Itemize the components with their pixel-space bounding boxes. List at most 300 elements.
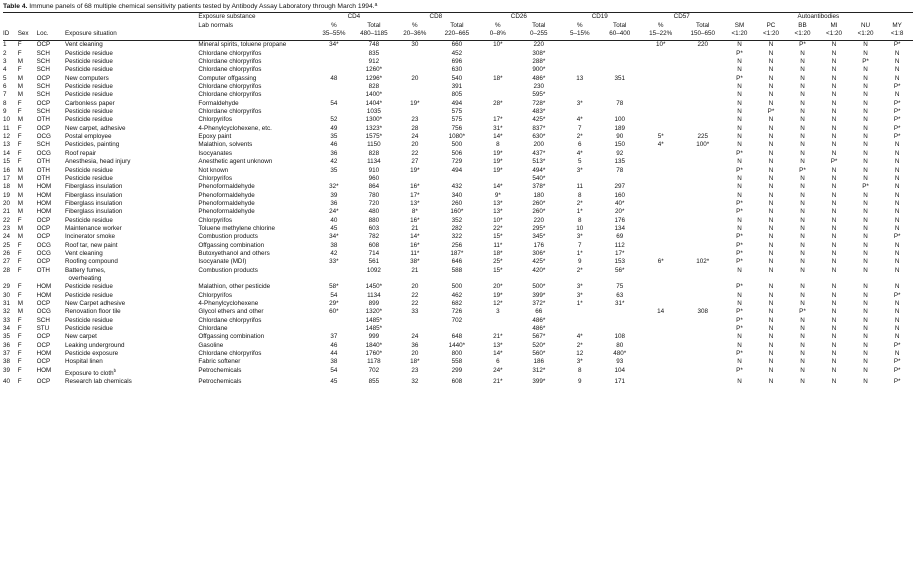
mi-cell: N xyxy=(831,183,837,191)
nu-cell: N xyxy=(863,316,868,324)
table-row xyxy=(3,283,913,291)
mi-cell: N xyxy=(831,174,837,182)
my-cell: P* xyxy=(893,124,901,132)
sex-cell: F xyxy=(17,258,22,266)
cd26-total-cell: 399* xyxy=(532,291,546,299)
exposure-substance-cell: Chlorpyrifos xyxy=(198,116,232,124)
cd8-total-cell: 682 xyxy=(451,300,463,307)
cd26-total-cell: 486* xyxy=(532,74,546,82)
cd57-percent-cell xyxy=(640,300,682,308)
id-cell: 28 xyxy=(3,266,11,274)
pc-cell: N xyxy=(768,83,774,91)
cd19-total-cell xyxy=(600,41,640,50)
cd4-header: CD4 xyxy=(314,13,394,23)
table-row xyxy=(3,250,913,258)
sm-cell: P* xyxy=(736,233,743,241)
exposure-substance-cell: Anesthetic agent unknown xyxy=(198,158,273,166)
cd57-total-cell xyxy=(682,250,724,258)
sm-cell: P* xyxy=(736,283,743,291)
cd4-total-cell: 1134 xyxy=(367,291,381,299)
bb-cell: N xyxy=(800,266,805,274)
cd26-percent-cell: 11* xyxy=(493,241,503,249)
normal-range: <1:20 xyxy=(724,30,756,41)
cd19-percent-cell: 3* xyxy=(576,358,583,366)
exposure-substance-cell: Toluene methylene chlorine xyxy=(198,224,276,232)
id-cell: 11 xyxy=(3,124,10,132)
id-cell: 10 xyxy=(3,116,11,124)
cd26-percent-cell: 15* xyxy=(493,233,503,241)
cd8-percent-cell: 28 xyxy=(411,124,419,132)
cd8-total-cell: 322 xyxy=(451,233,463,241)
cd4-total-cell: 1320* xyxy=(365,308,383,316)
cd26-percent-cell: 13* xyxy=(493,208,503,216)
cd4-percent-cell: 58* xyxy=(329,283,339,291)
cd57-percent-cell: 10* xyxy=(655,41,666,49)
cd26-total-cell: 437* xyxy=(532,149,546,157)
normal-range: 15–22% xyxy=(640,30,682,41)
cd4-total-cell: 1400* xyxy=(365,91,383,99)
cd26-percent-cell: 19* xyxy=(493,158,503,166)
bb-cell: N xyxy=(800,224,805,232)
cd4-total-cell: 480 xyxy=(368,208,380,216)
exposure-situation-cell: Fiberglass insulation xyxy=(64,183,123,191)
header-row-columns xyxy=(3,30,913,41)
cd4-percent-cell: 29* xyxy=(329,300,339,307)
location-cell: OCP xyxy=(36,216,51,224)
cd8-total-cell: 494 xyxy=(451,166,463,174)
cd4-percent-cell: 38 xyxy=(330,358,338,366)
sex-cell: F xyxy=(17,141,22,149)
normal-range: <1:20 xyxy=(787,30,819,41)
cd8-total-cell: 696 xyxy=(451,58,463,66)
cd26-total-cell: 200 xyxy=(533,141,545,149)
cd4-total-cell: 1404* xyxy=(365,99,383,107)
sex-cell: M xyxy=(17,300,23,307)
mi-cell: N xyxy=(831,216,837,224)
cd26-total-cell: 288* xyxy=(532,58,546,66)
mi-cell: N xyxy=(831,378,837,386)
mi-cell: N xyxy=(831,333,837,341)
sm-cell: N xyxy=(737,141,742,149)
my-cell: P* xyxy=(893,291,901,299)
sm-cell: N xyxy=(737,133,742,141)
cd26-total-cell: 230 xyxy=(533,83,545,91)
sm-cell: P* xyxy=(736,258,743,266)
cd26-total-cell: 425* xyxy=(532,258,546,266)
cd57-total-cell xyxy=(682,217,724,225)
cd26-percent-cell: 21* xyxy=(493,333,503,341)
exposure-substance-cell: Chlorpyrifos xyxy=(198,291,232,299)
cd19-total-cell: 80 xyxy=(616,341,624,349)
cd26-percent-cell: 15* xyxy=(493,266,503,274)
cd8-percent-cell xyxy=(394,50,436,58)
nu-cell: N xyxy=(863,108,868,116)
cd19-total-cell: 90 xyxy=(616,133,624,141)
cd26-total-cell: 66 xyxy=(535,308,543,316)
location-cell: OCP xyxy=(36,333,51,341)
cd26-total-cell: 260* xyxy=(532,199,546,207)
cd4-percent-cell: 54 xyxy=(330,366,338,374)
cd26-total-cell: 186 xyxy=(533,358,545,366)
nu-cell: N xyxy=(863,333,868,341)
cd26-percent-cell: 21* xyxy=(493,378,503,386)
sex-cell: F xyxy=(17,66,22,74)
table-row xyxy=(3,50,913,58)
bb-cell: N xyxy=(800,83,805,91)
exposure-substance-cell: Butoxyethanol and others xyxy=(198,249,270,257)
mi-cell: N xyxy=(831,350,837,358)
cd4-percent-cell: 54 xyxy=(330,291,338,299)
cd19-total-cell: 20* xyxy=(614,208,625,216)
cd8-percent-cell: 23 xyxy=(411,366,419,374)
cd57-percent-cell xyxy=(640,150,682,158)
exposure-situation-cell: Pesticide residue xyxy=(64,216,113,224)
cd57-percent-cell xyxy=(640,367,682,378)
bb-cell: N xyxy=(800,91,805,99)
exposure-situation-cell: Incinerator smoke xyxy=(64,233,116,241)
sm-cell: N xyxy=(737,91,742,99)
cd26-total-cell: 837* xyxy=(532,124,546,132)
cd26-percent-cell: 19* xyxy=(493,149,503,157)
mi-cell: N xyxy=(831,99,837,107)
cd8-percent-cell: 23 xyxy=(411,116,419,124)
pc-cell: N xyxy=(768,149,774,157)
nu-cell: N xyxy=(863,83,868,91)
cd19-total-cell: 78 xyxy=(616,166,624,174)
id-cell: 26 xyxy=(3,249,11,257)
cd26-percent-cell: 12* xyxy=(493,300,503,307)
cd8-percent-cell: 20 xyxy=(411,350,419,358)
cd19-percent-cell: 4* xyxy=(576,116,583,124)
normal-range: <1:8 xyxy=(881,30,913,41)
nu-cell: N xyxy=(863,208,868,216)
cd19-percent-cell: 7 xyxy=(578,124,582,132)
cd26-percent-cell: 22* xyxy=(493,224,503,232)
my-cell: N xyxy=(894,258,900,266)
cd19-percent-cell: 10 xyxy=(576,224,584,232)
cd8-total-cell: 282 xyxy=(451,224,463,232)
cd57-total-cell xyxy=(682,83,724,91)
exposure-substance-cell: Isocyanates xyxy=(198,149,232,157)
my-cell: P* xyxy=(893,99,901,107)
exposure-situation-cell: Pesticide residue xyxy=(64,49,113,57)
normal-range: 5–15% xyxy=(560,30,600,41)
pc-cell: N xyxy=(768,208,774,216)
pc-cell: N xyxy=(768,58,774,66)
normal-range: <1:20 xyxy=(755,30,787,41)
mi-cell: N xyxy=(831,141,837,149)
my-cell: N xyxy=(894,308,900,316)
my-cell: N xyxy=(894,333,900,341)
cd19-total-cell xyxy=(600,325,640,333)
cd26-percent-cell: 13* xyxy=(493,199,503,207)
my-cell: N xyxy=(894,183,900,191)
id-cell: 20 xyxy=(3,199,11,207)
cd26-percent-cell: 19* xyxy=(493,166,503,174)
cd57-percent-cell xyxy=(640,208,682,216)
cd8-percent-cell: 11* xyxy=(410,249,420,257)
nu-cell: N xyxy=(863,266,868,274)
my-cell: N xyxy=(894,166,900,174)
cd4-percent-cell: 44 xyxy=(330,350,338,358)
sex-cell: M xyxy=(17,74,23,82)
cd57-total-cell: 220 xyxy=(697,41,708,49)
sex-cell: M xyxy=(17,199,23,207)
my-cell: N xyxy=(894,283,900,291)
cd8-total-cell xyxy=(436,175,478,183)
my-cell: N xyxy=(894,91,900,99)
unit-header: MI xyxy=(830,22,838,29)
sm-cell: P* xyxy=(736,249,743,257)
sm-cell: N xyxy=(737,291,742,299)
cd19-total-cell: 351 xyxy=(614,74,625,82)
my-cell: N xyxy=(894,199,900,207)
cd19-percent-cell: 1* xyxy=(576,249,583,257)
location-cell: HOM xyxy=(36,366,52,374)
location-cell: OTH xyxy=(36,158,50,166)
cd26-total-cell: 399* xyxy=(532,378,546,386)
cd4-percent-cell xyxy=(314,317,354,325)
cd19-percent-cell xyxy=(560,325,600,333)
cd26-total-cell: 483* xyxy=(532,108,546,116)
cd19-total-cell: 160 xyxy=(614,191,625,199)
cd8-percent-cell: 22 xyxy=(411,149,419,157)
bb-cell: N xyxy=(800,325,805,333)
bb-cell: N xyxy=(800,174,805,182)
bb-cell: N xyxy=(800,183,805,191)
cd8-percent-cell: 8* xyxy=(411,208,418,216)
cd8-total-cell: 256 xyxy=(451,241,463,249)
cd26-total-cell: 494* xyxy=(532,166,546,174)
table-row xyxy=(3,133,913,141)
cd19-percent-cell xyxy=(560,83,600,91)
nu-cell: P* xyxy=(862,183,869,191)
cd26-percent-cell: 8 xyxy=(496,141,500,149)
table-row xyxy=(3,308,913,316)
cd4-total-cell: 782 xyxy=(368,233,380,241)
cd26-percent-cell xyxy=(478,58,518,66)
id-cell: 23 xyxy=(3,224,11,232)
id-cell: 8 xyxy=(3,99,7,107)
my-cell: P* xyxy=(893,41,901,49)
location-cell: OCG xyxy=(36,149,51,157)
my-cell: N xyxy=(894,74,900,82)
cd57-percent-cell xyxy=(640,267,682,284)
cd26-percent-cell: 17* xyxy=(493,116,503,124)
cd8-total-cell: 800 xyxy=(451,350,463,358)
bb-cell: N xyxy=(800,149,805,157)
exposure-substance-cell: Mineral spirits, toluene propane xyxy=(198,41,287,49)
sm-cell: N xyxy=(737,300,742,307)
unit-header: % xyxy=(495,22,501,29)
bb-cell: N xyxy=(800,341,805,349)
cd4-total-cell: 1300* xyxy=(365,116,383,124)
cd4-percent-cell xyxy=(314,66,354,74)
cd57-percent-cell xyxy=(640,283,682,291)
nu-cell: N xyxy=(863,378,868,386)
cd26-total-cell: 520* xyxy=(532,341,546,349)
cd8-total-cell: 729 xyxy=(451,158,463,166)
mi-cell: N xyxy=(831,149,837,157)
nu-cell: N xyxy=(863,366,868,374)
cd26-total-cell: 260* xyxy=(532,208,546,216)
pc-cell: N xyxy=(768,366,774,374)
cd8-percent-cell: 21 xyxy=(411,266,419,274)
exposure-situation-cell: New computers xyxy=(64,74,109,82)
cd8-percent-cell: 33 xyxy=(411,308,419,316)
sex-cell: M xyxy=(17,224,23,232)
cd26-total-cell: 567* xyxy=(532,333,546,341)
unit-header: Total xyxy=(450,22,464,29)
cd57-total-cell xyxy=(682,192,724,200)
cd57-total-cell xyxy=(682,150,724,158)
exposure-substance-cell: Petrochemicals xyxy=(198,366,242,374)
cd57-percent-cell xyxy=(640,125,682,133)
cd26-percent-cell: 14* xyxy=(493,350,503,358)
cd4-percent-cell xyxy=(314,91,354,99)
cd4-percent-cell: 48 xyxy=(330,74,338,82)
cd57-total-cell xyxy=(682,267,724,284)
location-cell: OCP xyxy=(36,300,51,307)
id-cell: 40 xyxy=(3,378,11,386)
nu-cell: N xyxy=(863,149,868,157)
cd57-total-cell xyxy=(682,225,724,233)
cd4-percent-cell: 42 xyxy=(330,158,338,166)
sm-cell: N xyxy=(737,108,742,116)
exposure-situation-cell: Pesticide residue xyxy=(64,291,113,299)
lab-normals-header: Lab normals xyxy=(198,22,234,29)
exposure-situation-cell: Pesticide residue xyxy=(64,66,113,74)
sm-cell: N xyxy=(737,266,742,274)
sm-cell: N xyxy=(737,83,742,91)
exposure-substance-cell: Phenoformaldehyde xyxy=(198,208,255,216)
my-cell: N xyxy=(894,316,900,324)
exposure-substance-cell: Petrochemicals xyxy=(198,378,242,386)
table-row xyxy=(3,108,913,116)
exposure-situation-cell: Fiberglass insulation xyxy=(64,199,123,207)
id-cell: 33 xyxy=(3,316,11,324)
cd26-percent-cell xyxy=(478,50,518,58)
cd8-percent-cell: 18* xyxy=(410,358,420,366)
pc-cell: N xyxy=(768,49,774,57)
my-cell: P* xyxy=(893,378,901,386)
cd19-total-cell: 75 xyxy=(616,283,624,291)
cd57-percent-cell xyxy=(640,378,682,386)
cd57-percent-cell xyxy=(640,233,682,241)
cd19-percent-cell: 8 xyxy=(578,191,582,199)
bb-cell: N xyxy=(800,74,805,82)
my-cell: N xyxy=(894,266,900,274)
exposure-situation-cell: Pesticide residue xyxy=(64,283,113,291)
mi-cell: N xyxy=(831,224,837,232)
exposure-situation-cell: Pesticides, painting xyxy=(64,141,120,149)
sm-cell: P* xyxy=(736,166,743,174)
exposure-situation-cell: Pesticide residue xyxy=(64,174,113,182)
location-cell: SCH xyxy=(36,91,50,99)
location-cell: SCH xyxy=(36,66,50,74)
exposure-substance-cell: Chlordane chlorpyrifos xyxy=(198,83,262,91)
cd26-percent-cell: 6 xyxy=(496,358,500,366)
exposure-substance-cell: Phenoformaldehyde xyxy=(198,199,255,207)
cd8-total-cell: 187* xyxy=(450,249,464,257)
mi-cell: N xyxy=(831,283,837,291)
exposure-substance-cell: Chlordane chlorpyrifos xyxy=(198,316,262,324)
exposure-situation-cell: Pesticide residue xyxy=(64,83,113,91)
pc-cell: N xyxy=(768,233,774,241)
id-cell: 35 xyxy=(3,333,11,341)
bb-cell: N xyxy=(800,291,805,299)
location-cell: OCP xyxy=(36,41,51,49)
cd57-percent-cell xyxy=(640,175,682,183)
cd8-total-cell xyxy=(436,325,478,333)
sex-cell: F xyxy=(17,149,22,157)
cd26-total-cell: 595* xyxy=(532,91,546,99)
cd57-total-cell xyxy=(682,325,724,333)
pc-cell: N xyxy=(768,266,774,274)
cd19-percent-cell: 3* xyxy=(576,283,583,291)
pc-cell: N xyxy=(768,74,774,82)
table-row xyxy=(3,378,913,386)
cd4-percent-cell: 35 xyxy=(330,166,338,174)
location-cell: SCH xyxy=(36,141,50,149)
cd57-total-cell: 100* xyxy=(696,141,710,149)
bb-cell: N xyxy=(800,199,805,207)
cd19-percent-cell: 8 xyxy=(578,366,582,374)
cd4-percent-cell: 37 xyxy=(330,333,338,341)
cd4-percent-cell: 54 xyxy=(330,99,338,107)
cd8-percent-cell xyxy=(394,66,436,74)
location-cell: OTH xyxy=(36,266,50,274)
sm-cell: N xyxy=(737,224,742,232)
cd8-percent-cell: 16* xyxy=(410,241,420,249)
my-cell: N xyxy=(894,158,900,166)
nu-cell: N xyxy=(863,199,868,207)
pc-cell: N xyxy=(768,358,774,366)
cd4-percent-cell: 39 xyxy=(330,191,338,199)
cd26-total-cell: 500* xyxy=(532,283,546,291)
nu-cell: N xyxy=(863,308,868,316)
cd57-percent-cell xyxy=(640,100,682,108)
sex-cell: F xyxy=(17,158,22,166)
mi-cell: N xyxy=(831,266,837,274)
pc-cell: N xyxy=(768,341,774,349)
bb-cell: N xyxy=(800,358,805,366)
cd4-total-cell: 1092 xyxy=(366,266,381,274)
cd8-percent-cell: 19* xyxy=(410,166,420,174)
cd19-total-cell: 135 xyxy=(614,158,625,166)
bb-cell: N xyxy=(800,241,805,249)
sex-cell: F xyxy=(17,216,22,224)
table-row xyxy=(3,41,913,50)
cd19-percent-cell: 3* xyxy=(576,166,583,174)
sm-cell: N xyxy=(737,66,742,74)
table-row xyxy=(3,350,913,358)
sm-cell: P* xyxy=(736,366,743,374)
cd4-percent-cell: 34* xyxy=(329,41,339,49)
cd8-percent-cell: 24 xyxy=(411,333,419,341)
id-cell: 9 xyxy=(3,108,7,116)
mi-cell: N xyxy=(831,116,837,124)
mi-cell: N xyxy=(831,208,837,216)
normal-range: 60–400 xyxy=(600,30,640,41)
cd4-total-cell: 1760* xyxy=(365,350,383,358)
mi-cell: N xyxy=(831,233,837,241)
sm-cell: P* xyxy=(736,241,743,249)
pc-cell: N xyxy=(768,333,774,341)
cd19-total-cell: 153 xyxy=(614,258,625,266)
my-cell: N xyxy=(894,216,900,224)
cd19-percent-cell: 9 xyxy=(578,258,582,266)
